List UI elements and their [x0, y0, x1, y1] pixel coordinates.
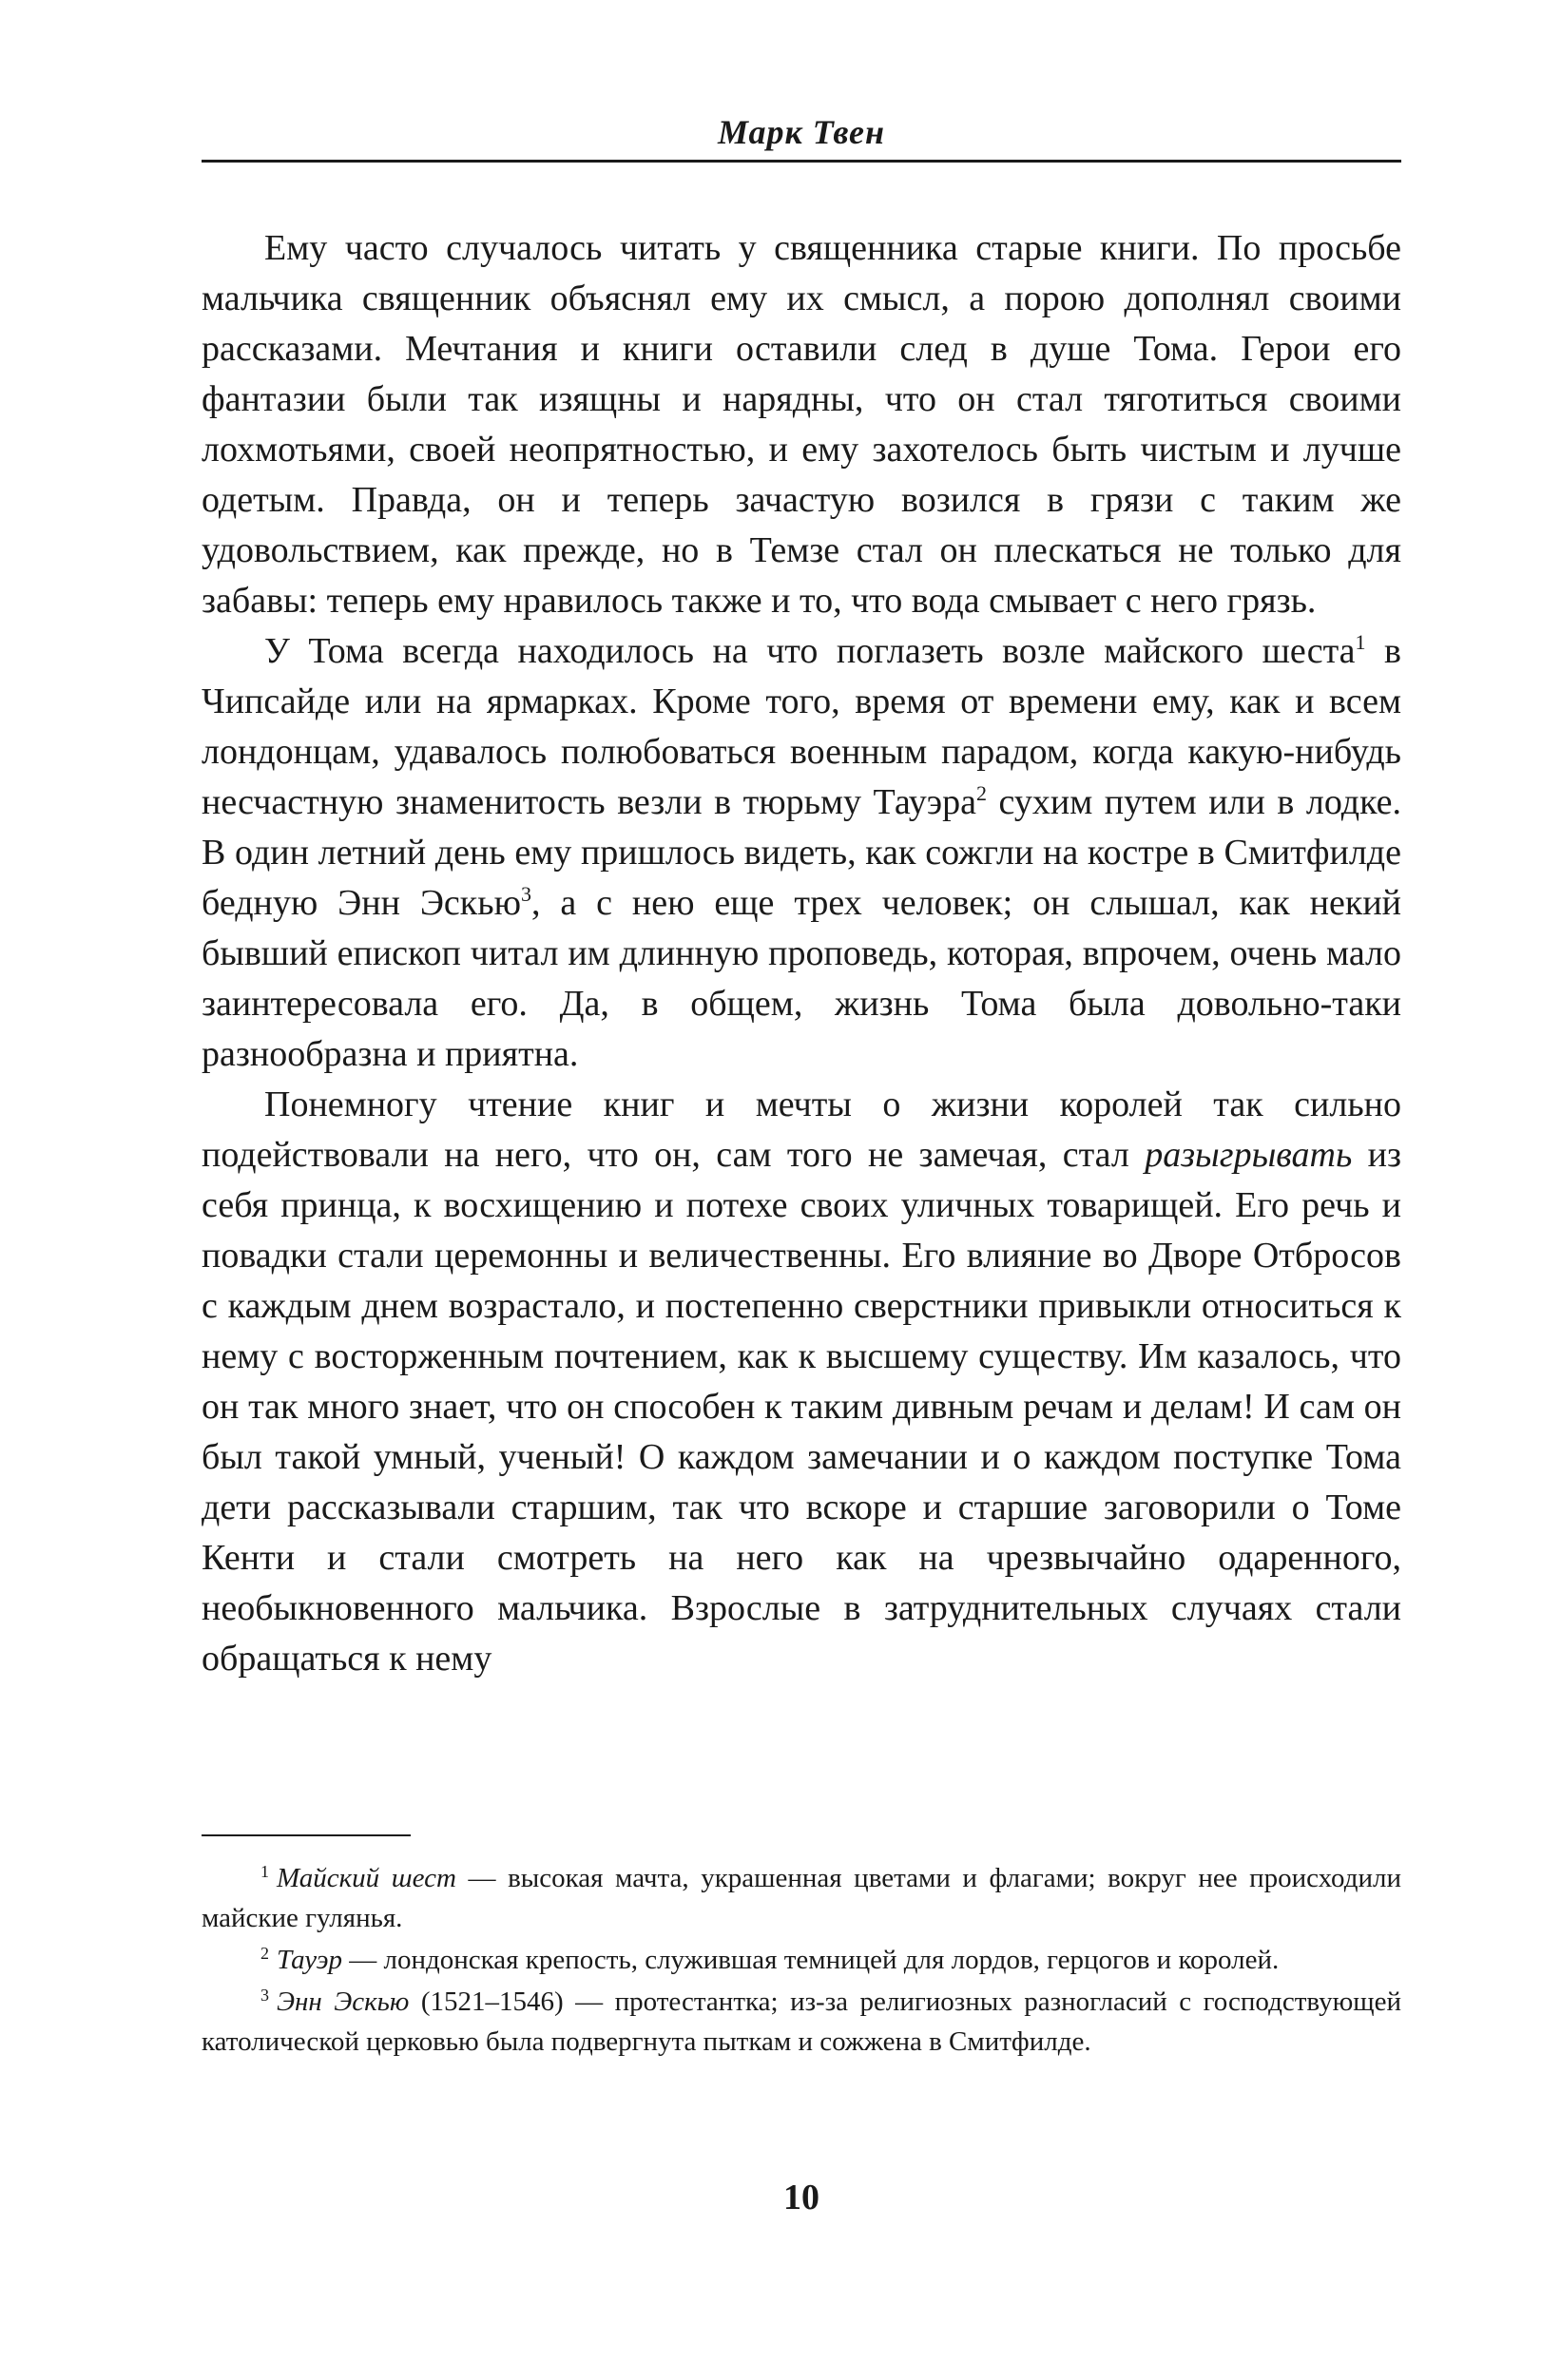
- footnote-2: [202, 1940, 1401, 1980]
- paragraph-3-text-b: из себя принца, к восхищению и потехе своих уличных товарищей. Его речь и повадки стали церемонны и величественны. Его влияние во Дворе Отбросов с каждым днем возрастало, и постепенно сверстники привыкли относиться к нему с восторженным почтением, как к высшему существу. Им казалось, что он так много знает, что он способен к таким дивным речам и делам! И сам он был такой умный, ученый! О каждом замечании и о каждом поступке Тома дети рассказывали старшим, так что вскоре и старшие заговорили о Томе Кенти и стали смотреть на него как на чрезвычайно одаренного, необыкновенного мальчика. Взрослые в затруднительных случаях стали обращаться к нему: [202, 1135, 1401, 1679]
- paragraph-2-text-d: , а с нею еще трех человек; он слышал, как некий бывший епископ читал им длинную проповедь, которая, впрочем, очень мало заинтересовала его. Да, в общем, жизнь Тома была довольно-таки разнообразна и приятна.: [202, 883, 1401, 1074]
- paragraph-1-text: Ему часто случалось читать у священника старые книги. По просьбе мальчика священник объяснял ему их смысл, а порою дополнял своими рассказами. Мечтания и книги оставили след в душе Тома. Герои его фантазии были так изящны и нарядны, что он стал тяготиться своими лохмотьями, своей неопрятностью, и ему захотелось быть чистым и лучше одетым. Правда, он и теперь зачастую возился в грязи с таким же удовольствием, как прежде, но в Темзе стал он плескаться не только для забавы: теперь ему нравилось также и то, что вода смывает с него грязь.: [202, 228, 1401, 621]
- footnote-ref-2[interactable]: 2: [975, 781, 987, 805]
- footnote-3-number: 3: [260, 1986, 269, 2005]
- main-text: [202, 223, 1401, 1684]
- footnote-rule: [202, 1834, 411, 1836]
- paragraph-2: [202, 626, 1401, 1080]
- footnote-2-text: — лондонская крепость, служившая темницей для лордов, герцогов и королей.: [341, 1945, 1280, 1975]
- footnote-1-text: — высокая мачта, украшенная цветами и флагами; вокруг нее происходили майские гулянья.: [202, 1863, 1401, 1933]
- footnote-3: [202, 1982, 1401, 2062]
- footnote-2-term: Тауэр: [277, 1945, 342, 1975]
- running-head: Марк Твен: [717, 113, 886, 151]
- footnote-ref-1[interactable]: 1: [1355, 630, 1366, 654]
- paragraph-3: [202, 1080, 1401, 1684]
- paragraph-3-emphasis: разыгрывать: [1145, 1135, 1353, 1175]
- footnote-1: [202, 1858, 1401, 1938]
- footnote-1-number: 1: [260, 1862, 269, 1881]
- paragraph-2-text-a: У Тома всегда находилось на что поглазеть возле майского шеста: [264, 631, 1356, 671]
- page-number: 10: [783, 2178, 819, 2217]
- header-rule: [202, 160, 1401, 163]
- footnote-3-text: (1521–1546) — протестантка; из-за религиозных разногласий с господствующей католической церковью была подвергнута пыткам и сожжена в Смитфилде.: [202, 1987, 1401, 2057]
- paragraph-2-text-c: сухим путем или в лодке. В один летний день ему пришлось видеть, как сожгли на костре в Смитфилде бедную Энн Эскью: [202, 782, 1401, 923]
- footnote-2-number: 2: [260, 1944, 269, 1963]
- paragraph-1: [202, 223, 1401, 626]
- footnote-1-term: Майский шест: [277, 1863, 456, 1893]
- paragraph-2-text-b: в Чипсайде или на ярмарках. Кроме того, время от времени ему, как и всем лондонцам, удавалось полюбоваться военным парадом, когда какую-нибудь несчастную знаменитость везли в тюрьму Тауэра: [202, 631, 1401, 822]
- footnote-3-term: Энн Эскью: [277, 1987, 410, 2017]
- footnotes: [202, 1858, 1401, 2063]
- paragraph-3-text-a: Понемногу чтение книг и мечты о жизни королей так сильно подействовали на него, что он, сам того не замечая, стал: [202, 1084, 1401, 1175]
- footnote-ref-3[interactable]: 3: [520, 882, 531, 906]
